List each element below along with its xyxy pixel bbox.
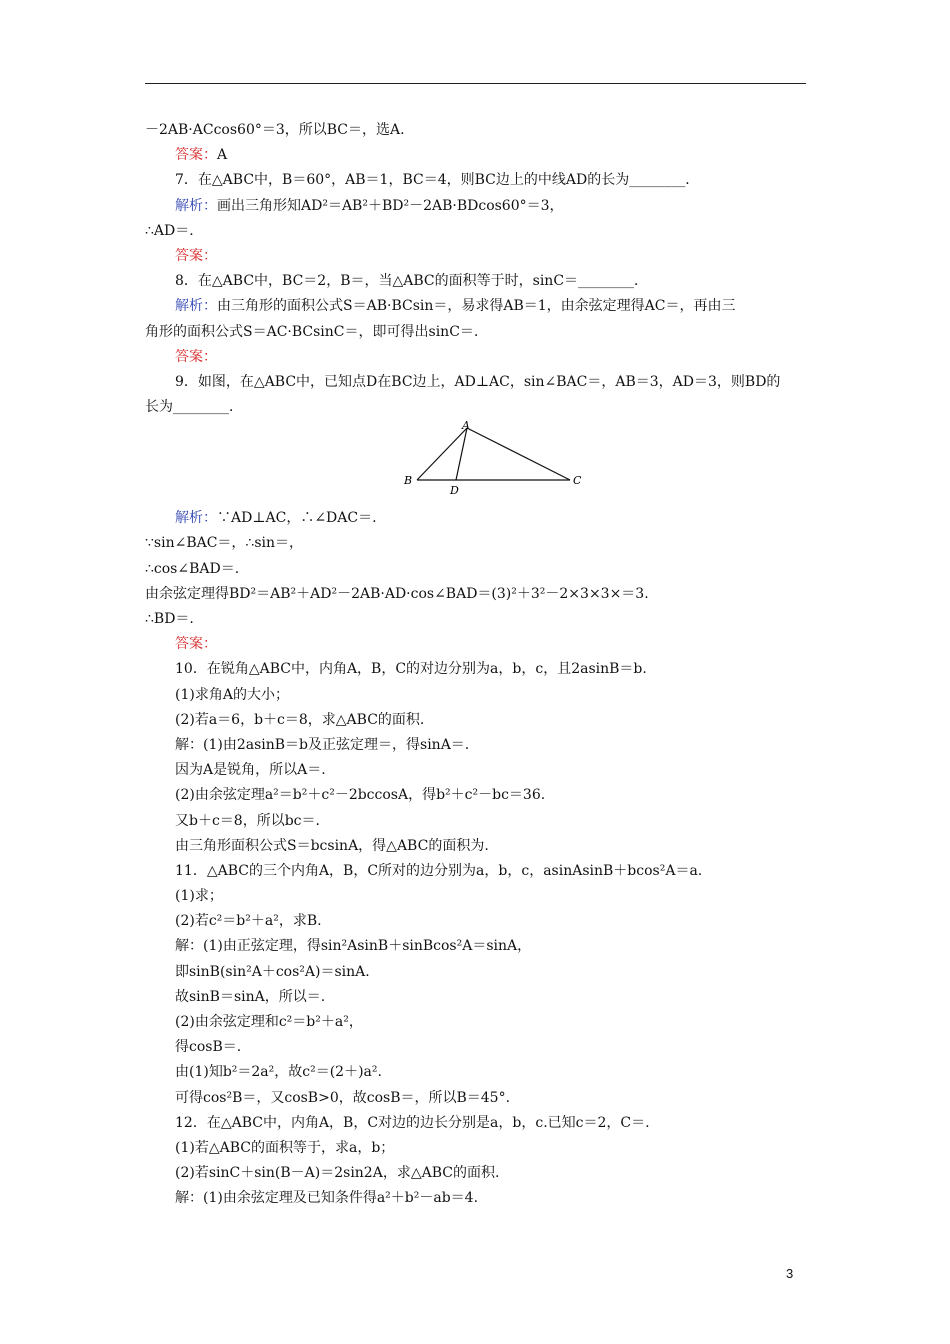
- answer-label: 答案：: [175, 348, 217, 365]
- triangle-diagram: [400, 420, 580, 500]
- text-line: [145, 168, 809, 193]
- line-text: 解：(1)由2asinB＝b及正弦定理＝，得sinA＝.: [175, 736, 470, 753]
- text-line: [145, 244, 809, 269]
- text-line: [145, 834, 809, 859]
- line-text: A: [217, 147, 228, 164]
- line-text: ∴AD＝.: [145, 222, 194, 239]
- analysis-label: 解析：: [175, 298, 217, 315]
- label-d: D: [450, 484, 459, 498]
- line-text: (2)若sinC＋sin(B－A)＝2sin2A，求△ABC的面积.: [175, 1165, 500, 1182]
- line-text: (2)若c²＝b²＋a²，求B.: [175, 913, 322, 930]
- text-line: [145, 758, 809, 783]
- line-text: 因为A是锐角，所以A＝.: [175, 762, 326, 779]
- text-line: [145, 859, 809, 884]
- header-rule: [145, 83, 806, 84]
- text-line: [145, 1186, 809, 1211]
- label-c: C: [573, 474, 582, 488]
- text-line: [145, 194, 809, 219]
- line-text: 又b＋c＝8，所以bc＝.: [175, 812, 320, 829]
- text-line: [145, 294, 809, 319]
- line-text: 12．在△ABC中，内角A，B，C对边的边长分别是a，b，c.已知c＝2，C＝.: [175, 1114, 650, 1131]
- text-line: [145, 219, 809, 244]
- text-line: [145, 985, 809, 1010]
- text-line: [145, 934, 809, 959]
- text-line: [145, 1086, 809, 1111]
- text-line: [145, 1035, 809, 1060]
- answer-label: 答案：: [175, 247, 217, 264]
- text-line: [145, 657, 809, 682]
- line-text: 8．在△ABC中，BC＝2，B＝，当△ABC的面积等于时，sinC＝________．: [175, 273, 649, 290]
- line-text: (2)由余弦定理和c²＝b²＋a²，: [175, 1014, 363, 1030]
- line-text: 得cosB＝.: [175, 1039, 242, 1056]
- line-text: (1)若△ABC的面积等于，求a，b；: [175, 1139, 395, 1156]
- text-line: [145, 269, 809, 294]
- text-line: [145, 143, 809, 168]
- text-line: [145, 1010, 809, 1035]
- text-line: [145, 632, 809, 657]
- line-text: ∵sin∠BAC＝，∴sin＝，: [145, 535, 304, 552]
- line-text: 角形的面积公式S＝AC·BCsinC＝，即可得出sinC＝.: [145, 323, 479, 340]
- label-b: B: [404, 474, 413, 488]
- line-text: (2)若a＝6，b＋c＝8，求△ABC的面积.: [175, 711, 425, 728]
- line-text: ∴BD＝.: [145, 611, 194, 627]
- line-text: 11．△ABC的三个内角A，B，C所对的边分别为a，b，c，asinAsinB＋bcos²A＝a.: [175, 862, 703, 879]
- line-text: 由余弦定理得BD²＝AB²＋AD²－2AB·AD·cos∠BAD＝(3)²＋3²－2×3×3×＝3.: [145, 585, 649, 602]
- text-line: [145, 607, 809, 632]
- text-line: [145, 708, 809, 733]
- line-text: 解：(1)由余弦定理及已知条件得a²＋b²－ab＝4.: [175, 1190, 479, 1207]
- line-text: (2)由余弦定理a²＝b²＋c²－2bccosA，得b²＋c²－bc＝36.: [175, 787, 546, 804]
- text-line: [145, 320, 809, 345]
- page-number: 3: [786, 1266, 794, 1281]
- page-content: [145, 118, 809, 1212]
- text-line: [145, 395, 809, 420]
- analysis-label: 解析：: [175, 197, 217, 214]
- label-a: A: [462, 419, 470, 433]
- line-text: 可得cos²B＝，又cosB>0，故cosB＝，所以B＝45°.: [175, 1089, 511, 1106]
- line-text: 7．在△ABC中，B＝60°，AB＝1，BC＝4，则BC边上的中线AD的长为________．: [175, 172, 700, 189]
- text-line: [145, 1060, 809, 1085]
- triangle-figure: [145, 420, 809, 506]
- line-text: ∵AD⊥AC，∴∠DAC＝.: [217, 510, 377, 527]
- line-text: 解：(1)由正弦定理，得sin²AsinB＋sinBcos²A＝sinA，: [175, 938, 532, 955]
- text-line: [145, 557, 809, 582]
- line-text: 由(1)知b²＝2a²，故c²＝(2＋)a².: [175, 1064, 382, 1081]
- line-text: (1)求；: [175, 888, 223, 905]
- line-text: 10．在锐角△ABC中，内角A，B，C的对边分别为a，b，c，且2asinB＝b.: [175, 661, 647, 678]
- line-text: 由三角形面积公式S＝bcsinA，得△ABC的面积为.: [175, 837, 489, 854]
- text-line: [145, 884, 809, 909]
- text-line: [145, 960, 809, 985]
- text-line: [145, 531, 809, 556]
- line-text: 9．如图，在△ABC中，已知点D在BC边上，AD⊥AC，sin∠BAC＝，AB＝3，AD＝3，则BD的: [175, 373, 781, 390]
- line-text: 画出三角形知AD²＝AB²＋BD²－2AB·BDcos60°＝3，: [217, 197, 564, 214]
- text-line: [145, 118, 809, 143]
- text-line: [145, 506, 809, 531]
- line-text: 故sinB＝sinA，所以＝.: [175, 988, 326, 1005]
- text-line: [145, 345, 809, 370]
- text-line: [145, 783, 809, 808]
- line-text: ∴cos∠BAD＝.: [145, 560, 240, 577]
- text-line: [145, 370, 809, 395]
- text-line: [145, 809, 809, 834]
- line-text: 由三角形的面积公式S＝AB·BCsin＝，易求得AB＝1，由余弦定理得AC＝，再由三: [217, 298, 736, 315]
- line-text: 长为________．: [145, 399, 243, 416]
- text-line: [145, 1136, 809, 1161]
- text-line: [145, 909, 809, 934]
- text-line: [145, 733, 809, 758]
- text-line: [145, 1161, 809, 1186]
- line-text: (1)求角A的大小；: [175, 686, 289, 703]
- line-text: 即sinB(sin²A＋cos²A)＝sinA.: [175, 963, 370, 980]
- text-line: [145, 582, 809, 607]
- answer-label: 答案：: [175, 147, 217, 164]
- text-line: [145, 1111, 809, 1136]
- analysis-label: 解析：: [175, 510, 217, 527]
- answer-label: 答案：: [175, 636, 217, 653]
- line-text: －2AB·ACcos60°＝3，所以BC＝，选A.: [145, 122, 405, 138]
- text-line: [145, 683, 809, 708]
